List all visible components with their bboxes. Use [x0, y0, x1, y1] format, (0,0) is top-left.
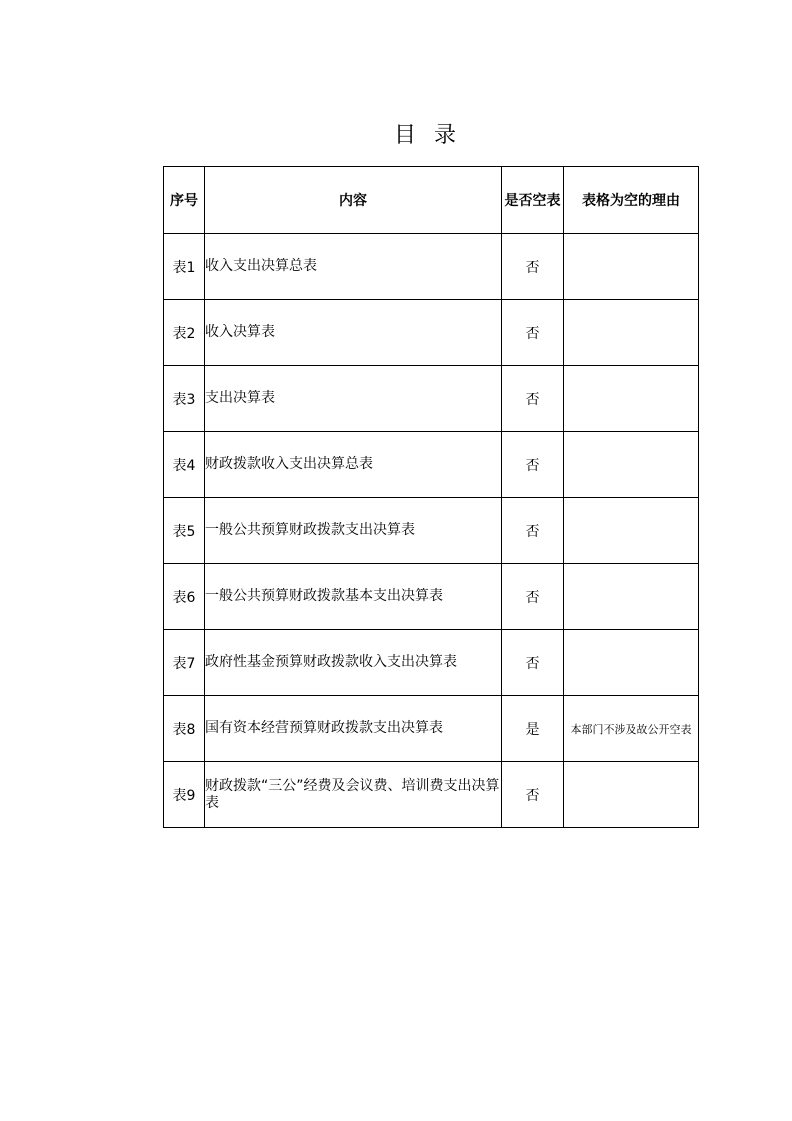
row-content: 支出决算表 [205, 366, 502, 432]
row-reason [564, 300, 699, 366]
row-reason [564, 564, 699, 630]
row-content: 财政拨款“三公”经费及会议费、培训费支出决算表 [205, 762, 502, 828]
table-row [164, 762, 699, 828]
row-seq: 表3 [164, 366, 205, 432]
row-reason [564, 234, 699, 300]
table-row [164, 564, 699, 630]
table-row [164, 696, 699, 762]
header-seq: 序号 [164, 167, 205, 234]
row-is-empty: 否 [502, 762, 564, 828]
row-seq: 表7 [164, 630, 205, 696]
row-seq: 表6 [164, 564, 205, 630]
row-reason [564, 498, 699, 564]
row-content: 一般公共预算财政拨款支出决算表 [205, 498, 502, 564]
row-content: 一般公共预算财政拨款基本支出决算表 [205, 564, 502, 630]
row-seq: 表9 [164, 762, 205, 828]
row-is-empty: 是 [502, 696, 564, 762]
header-reason: 表格为空的理由 [564, 167, 699, 234]
header-content: 内容 [205, 167, 502, 234]
row-is-empty: 否 [502, 564, 564, 630]
row-content: 政府性基金预算财政拨款收入支出决算表 [205, 630, 502, 696]
row-content: 收入决算表 [205, 300, 502, 366]
row-is-empty: 否 [502, 630, 564, 696]
row-is-empty: 否 [502, 432, 564, 498]
row-reason [564, 366, 699, 432]
table-header-row [164, 167, 699, 234]
row-is-empty: 否 [502, 366, 564, 432]
page-title: 目录 [393, 123, 474, 148]
catalog-table [163, 166, 699, 828]
table-row [164, 630, 699, 696]
table-row [164, 498, 699, 564]
header-is-empty: 是否空表 [502, 167, 564, 234]
row-content: 收入支出决算总表 [205, 234, 502, 300]
row-reason [564, 432, 699, 498]
row-content: 国有资本经营预算财政拨款支出决算表 [205, 696, 502, 762]
row-is-empty: 否 [502, 234, 564, 300]
table-row [164, 234, 699, 300]
row-seq: 表5 [164, 498, 205, 564]
table-row [164, 366, 699, 432]
row-is-empty: 否 [502, 300, 564, 366]
table-row [164, 432, 699, 498]
row-reason [564, 762, 699, 828]
row-reason [564, 630, 699, 696]
row-content: 财政拨款收入支出决算总表 [205, 432, 502, 498]
row-seq: 表2 [164, 300, 205, 366]
row-seq: 表8 [164, 696, 205, 762]
row-is-empty: 否 [502, 498, 564, 564]
row-reason: 本部门不涉及故公开空表 [564, 696, 699, 762]
table-row [164, 300, 699, 366]
row-seq: 表4 [164, 432, 205, 498]
row-seq: 表1 [164, 234, 205, 300]
